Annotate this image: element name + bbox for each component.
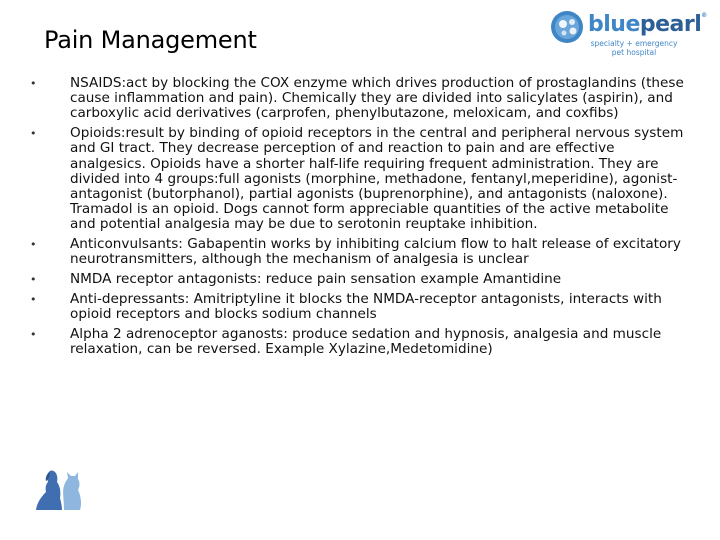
logo-tagline-1: specialty + emergency — [590, 39, 678, 48]
bullet-marker: • — [30, 238, 37, 252]
list-item — [30, 292, 690, 322]
list-item-text: Opioids:result by binding of opioid receptors in the central and peripheral nervous system and GI tract. They decrease perception of and reaction to pain and are effective analgesics. Opioids have a shorter half-life requiring frequent administration. They are divided into 4 groups:full agonists (morphine, methadone, fentanyl,meperidine), agonist-antagonist (butorphanol), partial agonists (buprenorphine), and antagonists (naloxone). Tramadol is an opioid. Dogs cannot form appreciable quantities of the active metabolite and potential analgesia may be due to serotonin reuptake inhibition. — [70, 125, 684, 233]
list-item — [30, 327, 690, 357]
list-item — [30, 272, 690, 287]
list-item-text: Anti-depressants: Amitriptyline it blocks the NMDA-receptor antagonists, interacts with opioid receptors and blocks sodium channels — [70, 290, 662, 322]
list-item-text: Anticonvulsants: Gabapentin works by inhibiting calcium flow to halt release of excitatory neurotransmitters, although the mechanism of analgesia is unclear — [70, 236, 681, 268]
logo-word-dark: pearl — [639, 12, 702, 37]
list-item — [30, 126, 690, 232]
bullet-marker: • — [30, 292, 37, 306]
logo-word-light: blue — [588, 12, 640, 37]
bullet-marker: • — [30, 272, 37, 286]
list-item-text: NMDA receptor antagonists: reduce pain sensation example Amantidine — [70, 270, 562, 287]
bluepearl-logo-icon — [550, 10, 584, 44]
bullet-marker: • — [30, 77, 37, 90]
bullet-marker: • — [30, 327, 37, 341]
logo-wordmark — [588, 12, 707, 37]
list-item — [30, 76, 690, 122]
list-item-text: Alpha 2 adrenoceptor aganosts: produce sedation and hypnosis, analgesia and muscle relaxation, can be reversed. Example Xylazine,Medetomidine) — [70, 325, 662, 357]
bluepearl-logo — [548, 8, 707, 76]
list-item-text: NSAIDS:act by blocking the COX enzyme which drives production of prostaglandins (these cause inflammation and pain). Chemically they are divided into salicylates (aspirin), and carboxylic acid derivatives (carprofen, phenylbutazone, meloxicam, and coxfibs) — [70, 75, 684, 122]
logo-tagline-2: pet hospital — [611, 48, 657, 57]
logo-registered: ® — [701, 12, 707, 19]
pets-silhouette-icon — [34, 462, 86, 512]
bullet-marker: • — [30, 127, 37, 141]
page-title: Pain Management — [44, 26, 257, 54]
list-item — [30, 237, 690, 267]
bullet-list — [30, 76, 690, 361]
